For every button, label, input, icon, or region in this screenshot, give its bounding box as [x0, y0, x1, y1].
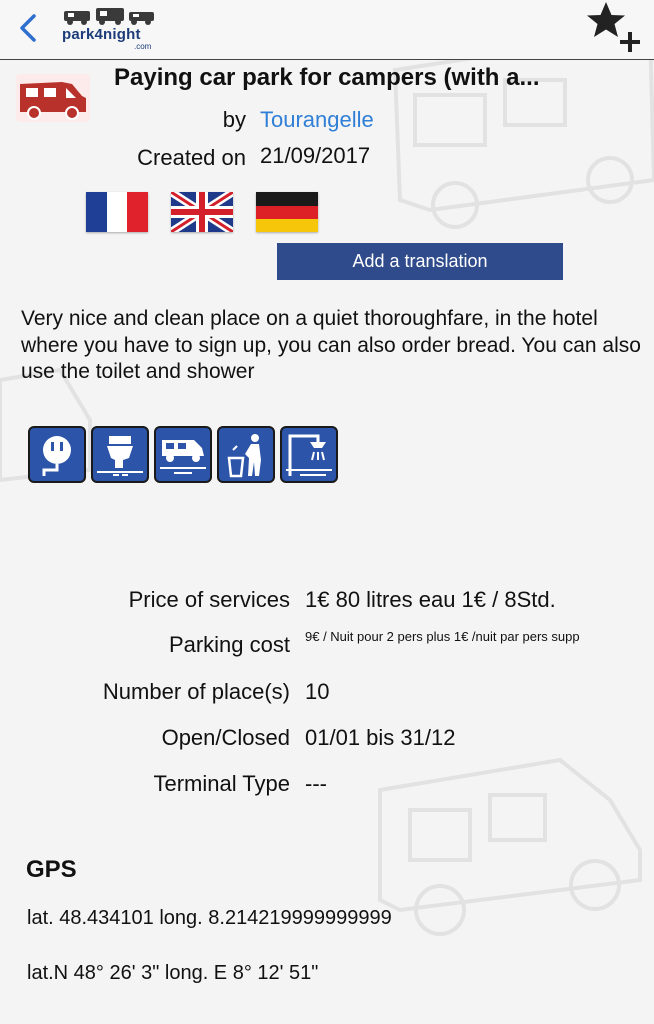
price-services-label: Price of services	[128, 587, 290, 612]
open-closed-value: 01/01 bis 31/12	[305, 725, 456, 750]
place-description: Very nice and clean place on a quiet thoroughfare, in the hotel where you have to sign up, you can also order bread. You can also use the toilet and shower	[21, 307, 641, 383]
parking-cost-label: Parking cost	[168, 632, 290, 657]
flag-germany[interactable]	[256, 192, 318, 232]
motorhome-drain-icon	[154, 426, 212, 483]
open-closed-label: Open/Closed	[161, 725, 290, 750]
gps-dms-coordinates: lat.N 48° 26' 3" long. E 8° 12' 51"	[27, 962, 319, 984]
created-label: Created on	[137, 145, 246, 170]
flag-uk[interactable]	[171, 192, 233, 232]
flag-france[interactable]	[86, 192, 148, 232]
park4night-logo	[62, 6, 158, 50]
author-label: by	[222, 107, 246, 132]
camper-van-icon	[16, 74, 90, 122]
price-services-value: 1€ 80 litres eau 1€ / 8Std.	[305, 587, 556, 612]
star-plus-icon[interactable]	[584, 0, 642, 56]
terminal-type-value: ---	[305, 771, 327, 796]
toilet-icon	[91, 426, 149, 483]
add-translation-button[interactable]: Add a translation	[277, 243, 563, 280]
parking-cost-value: 9€ / Nuit pour 2 pers plus 1€ /nuit par pers supp	[305, 629, 580, 644]
place-title: Paying car park for campers (with a...	[114, 64, 540, 91]
electricity-icon	[28, 426, 86, 483]
created-date: 21/09/2017	[260, 143, 371, 168]
top-navigation-bar	[0, 0, 654, 60]
shower-icon	[280, 426, 338, 483]
logo-subtext: .com	[134, 42, 152, 51]
terminal-type-label: Terminal Type	[153, 771, 290, 796]
author-link[interactable]: Tourangelle	[260, 107, 374, 132]
chevron-left-icon[interactable]	[14, 10, 44, 46]
logo-text: park4night	[62, 26, 141, 43]
gps-decimal-coordinates: lat. 48.434101 long. 8.214219999999999	[27, 907, 392, 929]
trash-icon	[217, 426, 275, 483]
places-label: Number of place(s)	[102, 679, 290, 704]
gps-heading: GPS	[26, 856, 77, 883]
places-value: 10	[305, 679, 330, 704]
logo-vans-icon	[64, 6, 156, 26]
